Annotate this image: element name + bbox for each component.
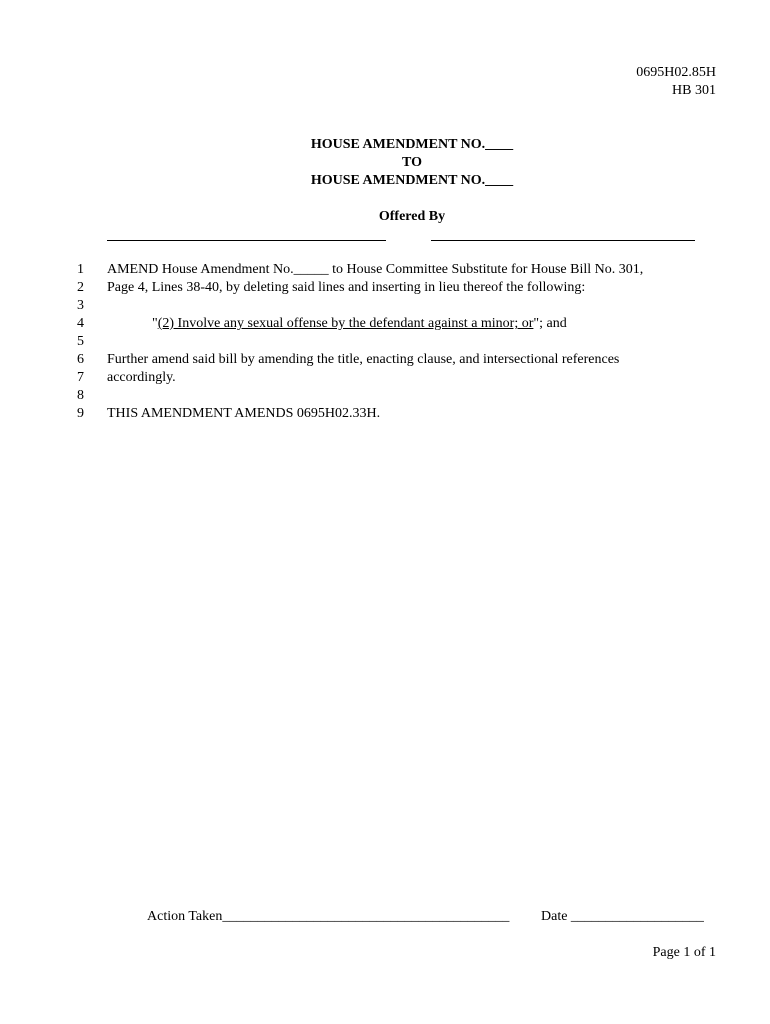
line-number: 4 xyxy=(77,316,84,331)
line-number: 9 xyxy=(77,406,84,421)
inserted-text-line xyxy=(152,315,567,333)
sponsor-signature-line-left xyxy=(107,240,386,241)
line-number: 6 xyxy=(77,352,84,367)
date-field: Date ___________________ xyxy=(541,909,704,924)
bill-number: HB 301 xyxy=(672,83,716,98)
line-number: 1 xyxy=(77,262,84,277)
line-number: 3 xyxy=(77,298,84,313)
offered-by-label: Offered By xyxy=(378,209,446,224)
document-header xyxy=(636,64,716,100)
further-amend-line-2: accordingly. xyxy=(107,370,176,385)
amend-instruction-line-2: Page 4, Lines 38-40, by deleting said lines and inserting in lieu thereof the following: xyxy=(107,280,586,295)
line-number: 5 xyxy=(77,334,84,349)
sponsor-signature-line-right xyxy=(431,240,695,241)
inserted-provision-text: (2) Involve any sexual offense by the defendant against a minor; or xyxy=(157,316,534,331)
close-quote: "; and xyxy=(533,316,567,331)
further-amend-line-1: Further amend said bill by amending the title, enacting clause, and intersectional references xyxy=(107,352,620,367)
action-taken-field: Action Taken_________________________________________ xyxy=(147,909,510,924)
document-id: 0695H02.85H xyxy=(636,65,716,80)
amend-instruction-line-1: AMEND House Amendment No._____ to House Committee Substitute for House Bill No. 301, xyxy=(107,262,644,277)
line-number: 7 xyxy=(77,370,84,385)
amendment-title-line-2: TO xyxy=(402,155,422,170)
open-quote: " xyxy=(152,316,158,331)
amendment-title-line-3: HOUSE AMENDMENT NO.____ xyxy=(310,173,514,188)
page-number: Page 1 of 1 xyxy=(652,945,716,960)
amends-reference-line: THIS AMENDMENT AMENDS 0695H02.33H. xyxy=(107,406,381,421)
amendment-title-line-1: HOUSE AMENDMENT NO.____ xyxy=(310,137,514,152)
line-number: 2 xyxy=(77,280,84,295)
line-number: 8 xyxy=(77,388,84,403)
